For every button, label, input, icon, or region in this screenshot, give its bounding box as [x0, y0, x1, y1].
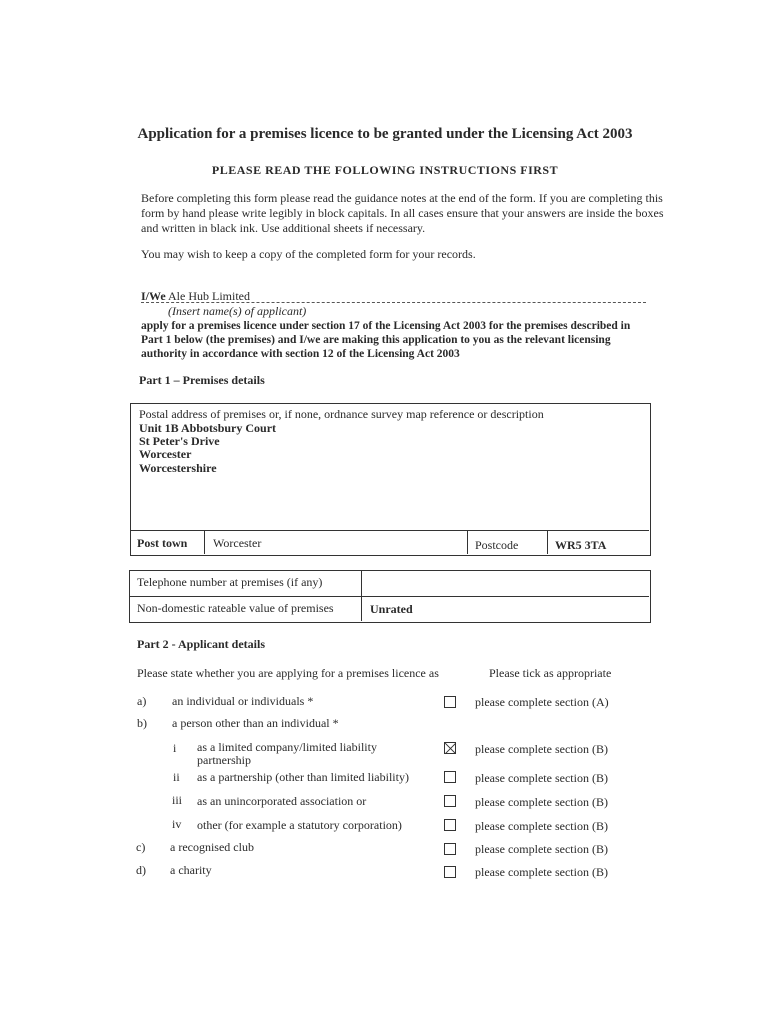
applicant-prefix: I/We	[141, 289, 166, 303]
address-line-1[interactable]: Unit 1B Abbotsbury Court	[139, 421, 277, 435]
option-label: other (for example a statutory corporation)	[197, 818, 402, 832]
intro-paragraph: Before completing this form please read the guidance notes at the end of the form. If you are completing this form by hand please write legibly in block capitals. In all cases ensure that your answers are inside the boxes and written in black ink. Use additional sheets if necessary.	[141, 191, 664, 235]
form-title: Application for a premises licence to be granted under the Licensing Act 2003	[137, 126, 633, 142]
divider	[131, 530, 649, 531]
option-label: a recognised club	[170, 840, 254, 854]
applicant-name[interactable]: Ale Hub Limited	[168, 289, 250, 303]
option-note: please complete section (B)	[475, 865, 608, 879]
other-checkbox[interactable]	[444, 819, 456, 831]
address-label: Postal address of premises or, if none, ordnance survey map reference or description	[139, 407, 544, 421]
unincorporated-association-checkbox[interactable]	[444, 795, 456, 807]
charity-checkbox[interactable]	[444, 866, 456, 878]
option-note: please complete section (A)	[475, 695, 609, 709]
copy-note: You may wish to keep a copy of the completed form for your records.	[141, 247, 476, 261]
post-town-label: Post town	[137, 536, 188, 550]
option-marker: a)	[137, 694, 147, 708]
divider	[130, 596, 649, 597]
option-label: as a partnership (other than limited liability)	[197, 770, 409, 784]
option-label: a charity	[170, 863, 212, 877]
telephone-rateable-table	[129, 570, 651, 623]
instructions-heading: PLEASE READ THE FOLLOWING INSTRUCTIONS FIRST	[211, 163, 559, 177]
option-label: an individual or individuals *	[172, 694, 314, 708]
postcode-value[interactable]: WR5 3TA	[555, 538, 607, 552]
option-label: a person other than an individual *	[172, 716, 339, 730]
applicant-name-hint: (Insert name(s) of applicant)	[168, 304, 307, 318]
option-marker: ii	[173, 770, 180, 784]
part2-heading: Part 2 - Applicant details	[137, 637, 265, 651]
application-statement: apply for a premises licence under section 17 of the Licensing Act 2003 for the premises described in Part 1 below (the premises) and I/we are making this application to you as the relevant licensing authority in accordance with section 12 of the Licensing Act 2003	[141, 320, 631, 360]
address-line-4[interactable]: Worcestershire	[139, 461, 217, 475]
option-note: please complete section (B)	[475, 742, 608, 756]
limited-company-checkbox[interactable]	[444, 742, 456, 754]
option-marker: iv	[172, 817, 182, 831]
option-label: as an unincorporated association or	[197, 794, 367, 808]
option-marker: iii	[172, 793, 183, 807]
option-note: please complete section (B)	[475, 771, 608, 785]
option-note: please complete section (B)	[475, 819, 608, 833]
divider	[547, 530, 548, 554]
premises-address-box	[130, 403, 651, 556]
divider	[204, 530, 205, 554]
tick-hint: Please tick as appropriate	[489, 666, 612, 680]
option-marker: b)	[137, 716, 147, 730]
postcode-label: Postcode	[475, 538, 519, 552]
applicant-type-question: Please state whether you are applying for a premises licence as	[137, 666, 439, 680]
option-label: as a limited company/limited liability partnership	[197, 740, 377, 767]
address-line-3[interactable]: Worcester	[139, 447, 192, 461]
telephone-label: Telephone number at premises (if any)	[137, 575, 323, 589]
rateable-label: Non-domestic rateable value of premises	[137, 601, 334, 615]
recognised-club-checkbox[interactable]	[444, 843, 456, 855]
option-note: please complete section (B)	[475, 842, 608, 856]
option-marker: d)	[136, 863, 146, 877]
post-town-value[interactable]: Worcester	[213, 536, 262, 550]
divider	[467, 530, 468, 554]
part1-heading: Part 1 – Premises details	[139, 373, 265, 387]
applicant-line	[141, 289, 646, 303]
partnership-checkbox[interactable]	[444, 771, 456, 783]
option-marker: i	[173, 741, 177, 755]
option-note: please complete section (B)	[475, 795, 608, 809]
rateable-value[interactable]: Unrated	[370, 602, 413, 616]
option-marker: c)	[136, 840, 146, 854]
address-line-2[interactable]: St Peter's Drive	[139, 434, 220, 448]
individual-checkbox[interactable]	[444, 696, 456, 708]
applicant-name-underline	[141, 302, 646, 303]
